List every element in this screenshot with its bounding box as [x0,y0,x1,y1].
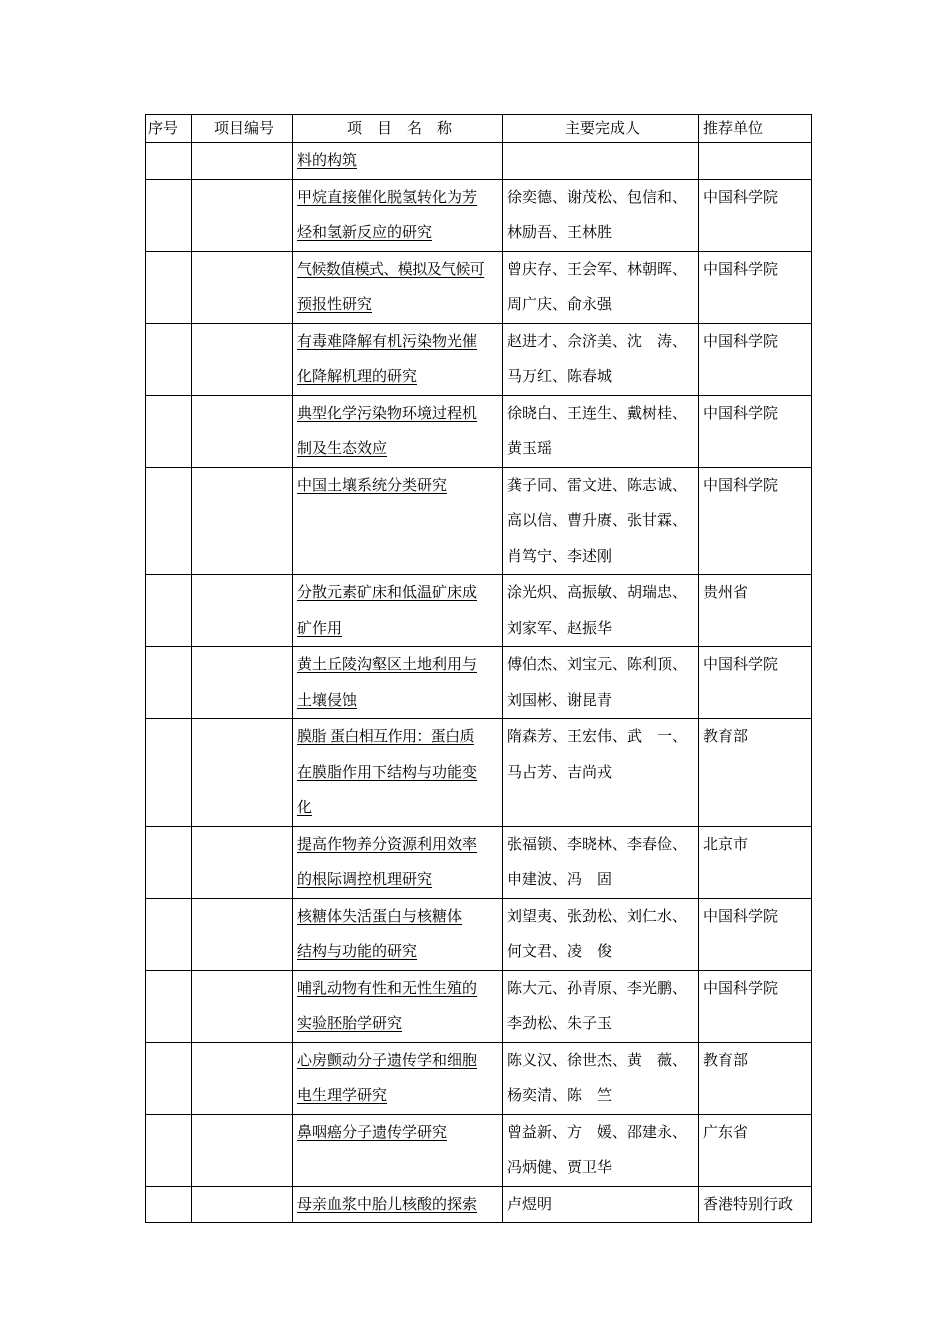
table-row [146,826,812,898]
contributors-line: 徐奕德、谢茂松、包信和、 [507,187,688,206]
cell-main-contributors [503,251,699,323]
cell-seq [146,323,192,395]
contributors-line: 刘望夷、张劲松、刘仁水、 [507,906,688,925]
cell-project-code [192,323,293,395]
contributors-line: 周广庆、俞永强 [507,295,613,313]
cell-project-code [192,647,293,719]
cell-project-name [293,1114,503,1186]
project-name-line: 分散元素矿床和低温矿床成 [297,583,478,601]
cell-project-name [293,467,503,575]
project-name-line: 提高作物养分资源利用效率 [297,834,478,853]
cell-recommending-unit: 北京市 [699,826,812,898]
cell-seq [146,970,192,1042]
cell-project-code [192,1114,293,1186]
project-name-line: 甲烷直接催化脱氢转化为芳 [297,187,478,206]
project-name-line: 土壤侵蚀 [297,690,358,709]
cell-recommending-unit: 教育部 [699,719,812,827]
contributors-line: 傅伯杰、刘宝元、陈利顶、 [507,655,688,673]
cell-project-name [293,179,503,251]
cell-project-name [293,395,503,467]
cell-seq [146,647,192,719]
contributors-line: 黄玉瑶 [507,439,553,457]
project-name-line: 核糖体失活蛋白与核糖体 [297,906,463,925]
cell-recommending-unit: 广东省 [699,1114,812,1186]
cell-project-name [293,826,503,898]
cell-project-name [293,251,503,323]
cell-main-contributors [503,826,699,898]
cell-seq [146,251,192,323]
project-name-line: 气候数值模式、模拟及气候可 [297,259,485,278]
table-row [146,395,812,467]
project-name-line: 典型化学污染物环境过程机 [297,403,478,422]
contributors-line: 马占芳、吉尚戎 [507,762,613,781]
project-name-line: 烃和氢新反应的研究 [297,223,433,241]
contributors-line: 马万红、陈春城 [507,367,613,385]
project-name-line: 有毒难降解有机污染物光催 [297,331,478,350]
cell-project-code [192,1186,293,1223]
contributors-line: 隋森芳、王宏伟、武 一、 [507,727,688,745]
project-name-line: 化降解机理的研究 [297,367,418,385]
contributors-line: 张福锁、李晓林、李春俭、 [507,834,688,853]
cell-main-contributors [503,575,699,647]
header-main-contributors: 主要完成人 [503,115,699,143]
cell-project-code [192,179,293,251]
contributors-line: 龚子同、雷文进、陈志诚、 [507,475,688,494]
project-name-line: 哺乳动物有性和无性生殖的 [297,978,478,997]
cell-project-name [293,647,503,719]
project-name-line: 鼻咽癌分子遗传学研究 [297,1122,448,1141]
table-row [146,251,812,323]
table-body [146,143,812,1223]
project-name-line: 黄土丘陵沟壑区土地利用与 [297,655,478,673]
cell-project-code [192,826,293,898]
cell-main-contributors [503,719,699,827]
cell-recommending-unit: 香港特别行政 [699,1186,812,1223]
cell-project-name [293,575,503,647]
project-name-line: 电生理学研究 [297,1086,388,1104]
cell-project-code [192,575,293,647]
contributors-line: 刘家军、赵振华 [507,618,613,637]
cell-seq [146,1042,192,1114]
cell-main-contributors [503,395,699,467]
project-name-line: 料的构筑 [297,151,358,169]
project-name-line: 矿作用 [297,618,343,637]
cell-main-contributors [503,970,699,1042]
cell-project-name [293,1186,503,1223]
table-row [146,143,812,180]
project-table [145,114,812,1223]
contributors-line: 林励吾、王林胜 [507,223,613,241]
project-name-line: 制及生态效应 [297,439,388,457]
contributors-line: 徐晓白、王连生、戴树桂、 [507,403,688,422]
project-name-line: 膜脂 蛋白相互作用：蛋白质 [297,727,474,745]
project-name-line: 母亲血浆中胎儿核酸的探索 [297,1194,478,1213]
table-header-row [146,115,812,143]
cell-recommending-unit: 中国科学院 [699,898,812,970]
contributors-line: 涂光炽、高振敏、胡瑞忠、 [507,583,688,601]
table-row [146,323,812,395]
cell-main-contributors [503,647,699,719]
cell-seq [146,898,192,970]
contributors-line: 陈义汉、徐世杰、黄 薇、 [507,1050,688,1069]
contributors-line: 刘国彬、谢昆青 [507,690,613,709]
table-row [146,1186,812,1223]
cell-seq [146,719,192,827]
contributors-line: 卢煜明 [507,1194,553,1213]
cell-recommending-unit: 中国科学院 [699,251,812,323]
cell-recommending-unit: 中国科学院 [699,395,812,467]
cell-main-contributors [503,1042,699,1114]
header-project-code: 项目编号 [192,115,293,143]
cell-seq [146,826,192,898]
cell-seq [146,143,192,180]
cell-main-contributors [503,323,699,395]
cell-project-code [192,251,293,323]
project-name-line: 结构与功能的研究 [297,942,418,960]
cell-recommending-unit: 中国科学院 [699,467,812,575]
cell-seq [146,1114,192,1186]
cell-project-code [192,467,293,575]
cell-recommending-unit: 中国科学院 [699,647,812,719]
cell-project-code [192,719,293,827]
cell-recommending-unit [699,143,812,180]
project-name-line: 中国土壤系统分类研究 [297,475,448,494]
table-row [146,970,812,1042]
project-name-line: 在膜脂作用下结构与功能变 [297,762,478,781]
header-seq: 序号 [146,115,192,143]
table-row [146,1114,812,1186]
project-name-line: 实验胚胎学研究 [297,1014,403,1032]
table-row [146,647,812,719]
cell-recommending-unit: 教育部 [699,1042,812,1114]
contributors-line: 肖笃宁、李述刚 [507,546,613,565]
cell-seq [146,575,192,647]
cell-project-code [192,898,293,970]
contributors-line: 赵进才、佘济美、沈 涛、 [507,331,688,350]
cell-main-contributors [503,179,699,251]
project-name-line: 心房颤动分子遗传学和细胞 [297,1050,478,1069]
cell-project-code [192,1042,293,1114]
contributors-line: 高以信、曹升赓、张甘霖、 [507,511,688,529]
contributors-line: 何文君、凌 俊 [507,942,613,960]
contributors-line: 申建波、冯 固 [507,870,613,888]
cell-project-code [192,395,293,467]
cell-recommending-unit: 中国科学院 [699,179,812,251]
cell-seq [146,467,192,575]
cell-seq [146,179,192,251]
header-recommending-unit: 推荐单位 [699,115,812,143]
project-name-line: 的根际调控机理研究 [297,870,433,888]
cell-seq [146,395,192,467]
cell-main-contributors [503,143,699,180]
cell-recommending-unit: 贵州省 [699,575,812,647]
header-project-name: 项 目 名 称 [293,115,503,143]
table-row [146,1042,812,1114]
cell-main-contributors [503,467,699,575]
cell-recommending-unit: 中国科学院 [699,323,812,395]
cell-main-contributors [503,898,699,970]
cell-main-contributors [503,1114,699,1186]
project-name-line: 化 [297,798,313,816]
cell-seq [146,1186,192,1223]
cell-project-name [293,719,503,827]
contributors-line: 曾庆存、王会军、林朝晖、 [507,259,688,278]
cell-project-code [192,143,293,180]
cell-project-code [192,970,293,1042]
contributors-line: 李劲松、朱子玉 [507,1014,613,1032]
cell-recommending-unit: 中国科学院 [699,970,812,1042]
table-row [146,719,812,827]
cell-main-contributors [503,1186,699,1223]
cell-project-name [293,143,503,180]
table-row [146,467,812,575]
cell-project-name [293,970,503,1042]
contributors-line: 杨奕清、陈 竺 [507,1086,613,1104]
table-row [146,898,812,970]
contributors-line: 曾益新、方 媛、邵建永、 [507,1122,688,1141]
table-row [146,179,812,251]
table-row [146,575,812,647]
contributors-line: 冯炳健、贾卫华 [507,1158,613,1176]
cell-project-name [293,898,503,970]
cell-project-name [293,1042,503,1114]
cell-project-name [293,323,503,395]
contributors-line: 陈大元、孙青原、李光鹏、 [507,978,688,997]
project-name-line: 预报性研究 [297,295,373,313]
